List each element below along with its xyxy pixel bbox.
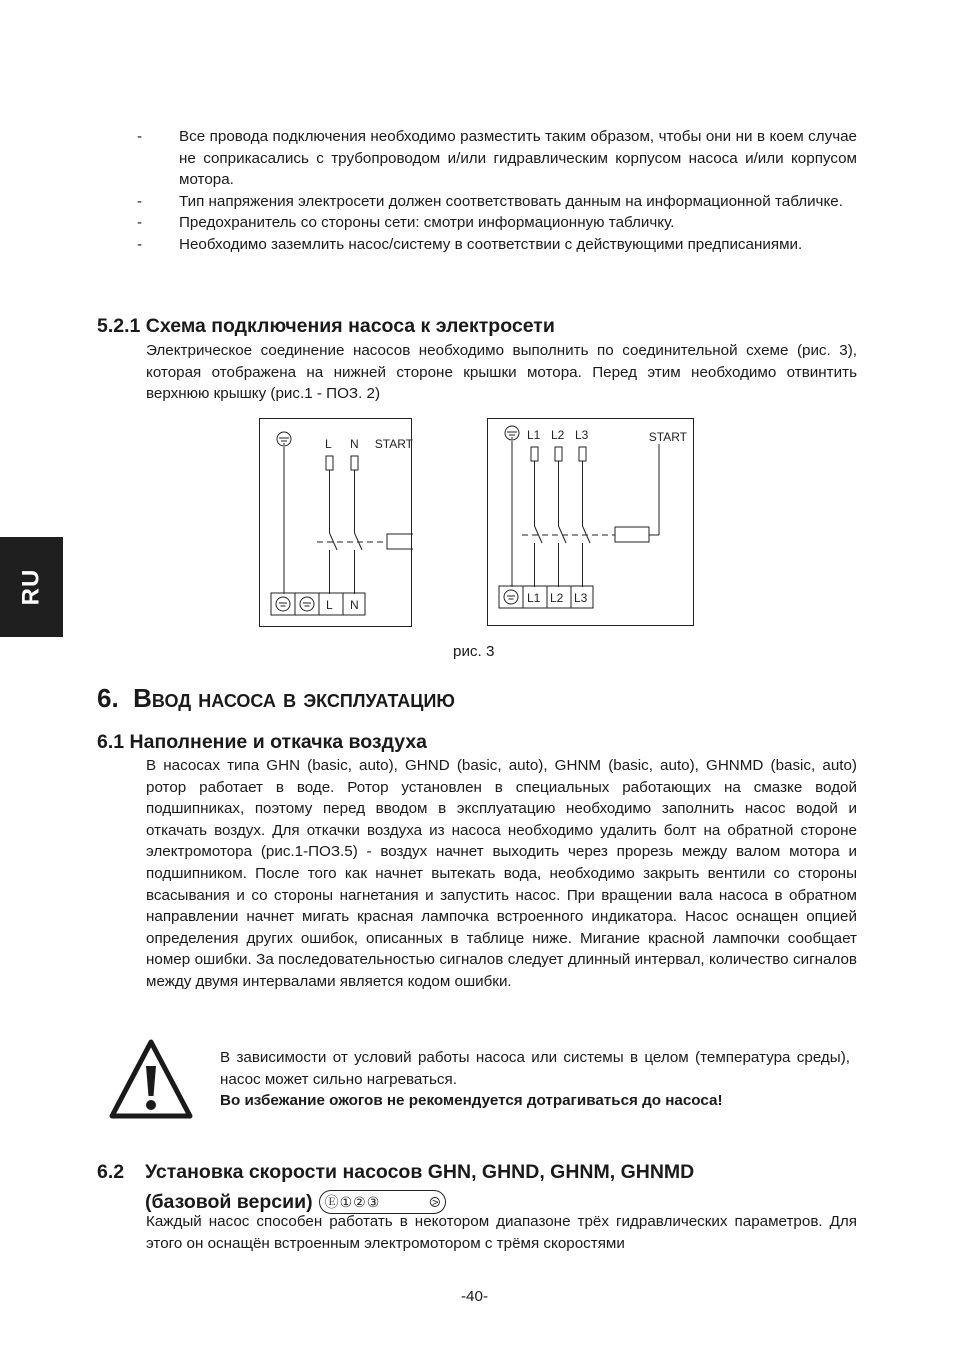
speed-2-icon: ② (353, 1194, 366, 1210)
terminal-label-n: N (350, 598, 359, 612)
diagram-label-l2: L2 (551, 428, 565, 442)
diagram-label-l3: L3 (575, 428, 589, 442)
list-item: - Предохранитель со стороны сети: смотри информационную табличку. (137, 214, 675, 232)
page-number: -40- (461, 1288, 489, 1305)
three-phase-wiring-diagram (487, 418, 695, 628)
list-item: - Все провода подключения необходимо разместить таким образом, чтобы они ни в коем случае не соприкасались с трубопроводом и/или гидравлическим корпусом насоса и/или корпусом мотора. (137, 128, 857, 189)
list-item: - Необходимо заземлить насос/систему в соответствии с действующими предписаниями. (137, 235, 803, 253)
eco-mode-icon: Ⓔ (324, 1194, 339, 1210)
list-item: - Тип напряжения электросети должен соответствовать данным на информационной табличке. (137, 192, 843, 210)
warning-triangle-icon (108, 1038, 194, 1120)
section-521-heading: 5.2.1 Схема подключения насоса к электросети (97, 315, 555, 337)
terminal-label-l3: L3 (574, 591, 588, 605)
section-62-text: Каждый насос способен работать в некотором диапазоне трёх гидравлических параметров. Для этого он оснащён встроенным электромотором с трёмя скоростями (146, 1213, 857, 1252)
arrow-circle-icon: ⧁ (429, 1194, 441, 1210)
diagram-label-l: L (325, 437, 332, 451)
section-521-text: Электрическое соединение насосов необходимо выполнить по соединительной схеме (рис. 3), которая отображена на нижней стороне крышки мотора. Перед этим необходимо отвинтить верхнюю крышку (рис.1 - ПОЗ. 2) (146, 342, 857, 403)
section-61-heading: 6.1 Наполнение и откачка воздуха (97, 731, 428, 753)
section-62-heading: 6.2 Установка скорости насосов GHN, GHND, GHNM, GHNMD (базовой версии) Ⓔ ① ② ③ ⧁ (97, 1157, 694, 1217)
single-phase-wiring-diagram (259, 418, 413, 628)
terminal-label-l: L (326, 598, 333, 612)
speed-1-icon: ① (339, 1194, 353, 1210)
requirements-list (137, 126, 857, 256)
terminal-label-l2: L2 (550, 591, 564, 605)
section-61-text: В насосах типа GHN (basic, auto), GHND (basic, auto), GHNM (basic, auto), GHNMD (basic, auto) ротор работает в воде. Ротор установлен в специальных работающих на смазке водой подшипниках, поэтому перед вводом в эксплуатацию необходимо заполнить насос водой и откачать воздух. Для откачки воздуха из насоса необходимо удалить болт на обратной стороне электромотора (рис.1-ПОЗ.5) - воздух начнет выходить через прорезь между валом мотора и подшипником. После того как начнет вытекать вода, необходимо закрыть вентили со стороны всасывания и со стороны нагнетания и запустить насос. При вращении вала насоса в обратном направлении начнет мигать красная лампочка встроенного индикатора. Насос оснащен опцией определения других ошибок, описанных в таблице ниже. Мигание красной лампочки сообщает номер ошибки. За последовательностью сигналов следует длинный интервал, количество сигналов между двумя интервалами является кодом ошибки. (146, 757, 857, 990)
language-tab (0, 537, 63, 637)
language-tab-label: RU (17, 568, 45, 606)
speed-3-icon: ③ (366, 1194, 380, 1210)
terminal-label-l1: L1 (527, 591, 541, 605)
figure-caption: рис. 3 (453, 643, 495, 660)
section-6-heading: 6. Ввод насоса в эксплуатацию (97, 683, 455, 713)
diagram-label-l1: L1 (527, 428, 541, 442)
warning-text: В зависимости от условий работы насоса или системы в целом (температура среды), насос может сильно нагреваться. Во избежание ожогов не рекомендуется дотрагиваться до насоса! (220, 1049, 850, 1110)
diagram-label-n: N (350, 437, 359, 451)
diagram-label-start: START (648, 430, 687, 444)
diagram-label-start: START (374, 437, 413, 451)
